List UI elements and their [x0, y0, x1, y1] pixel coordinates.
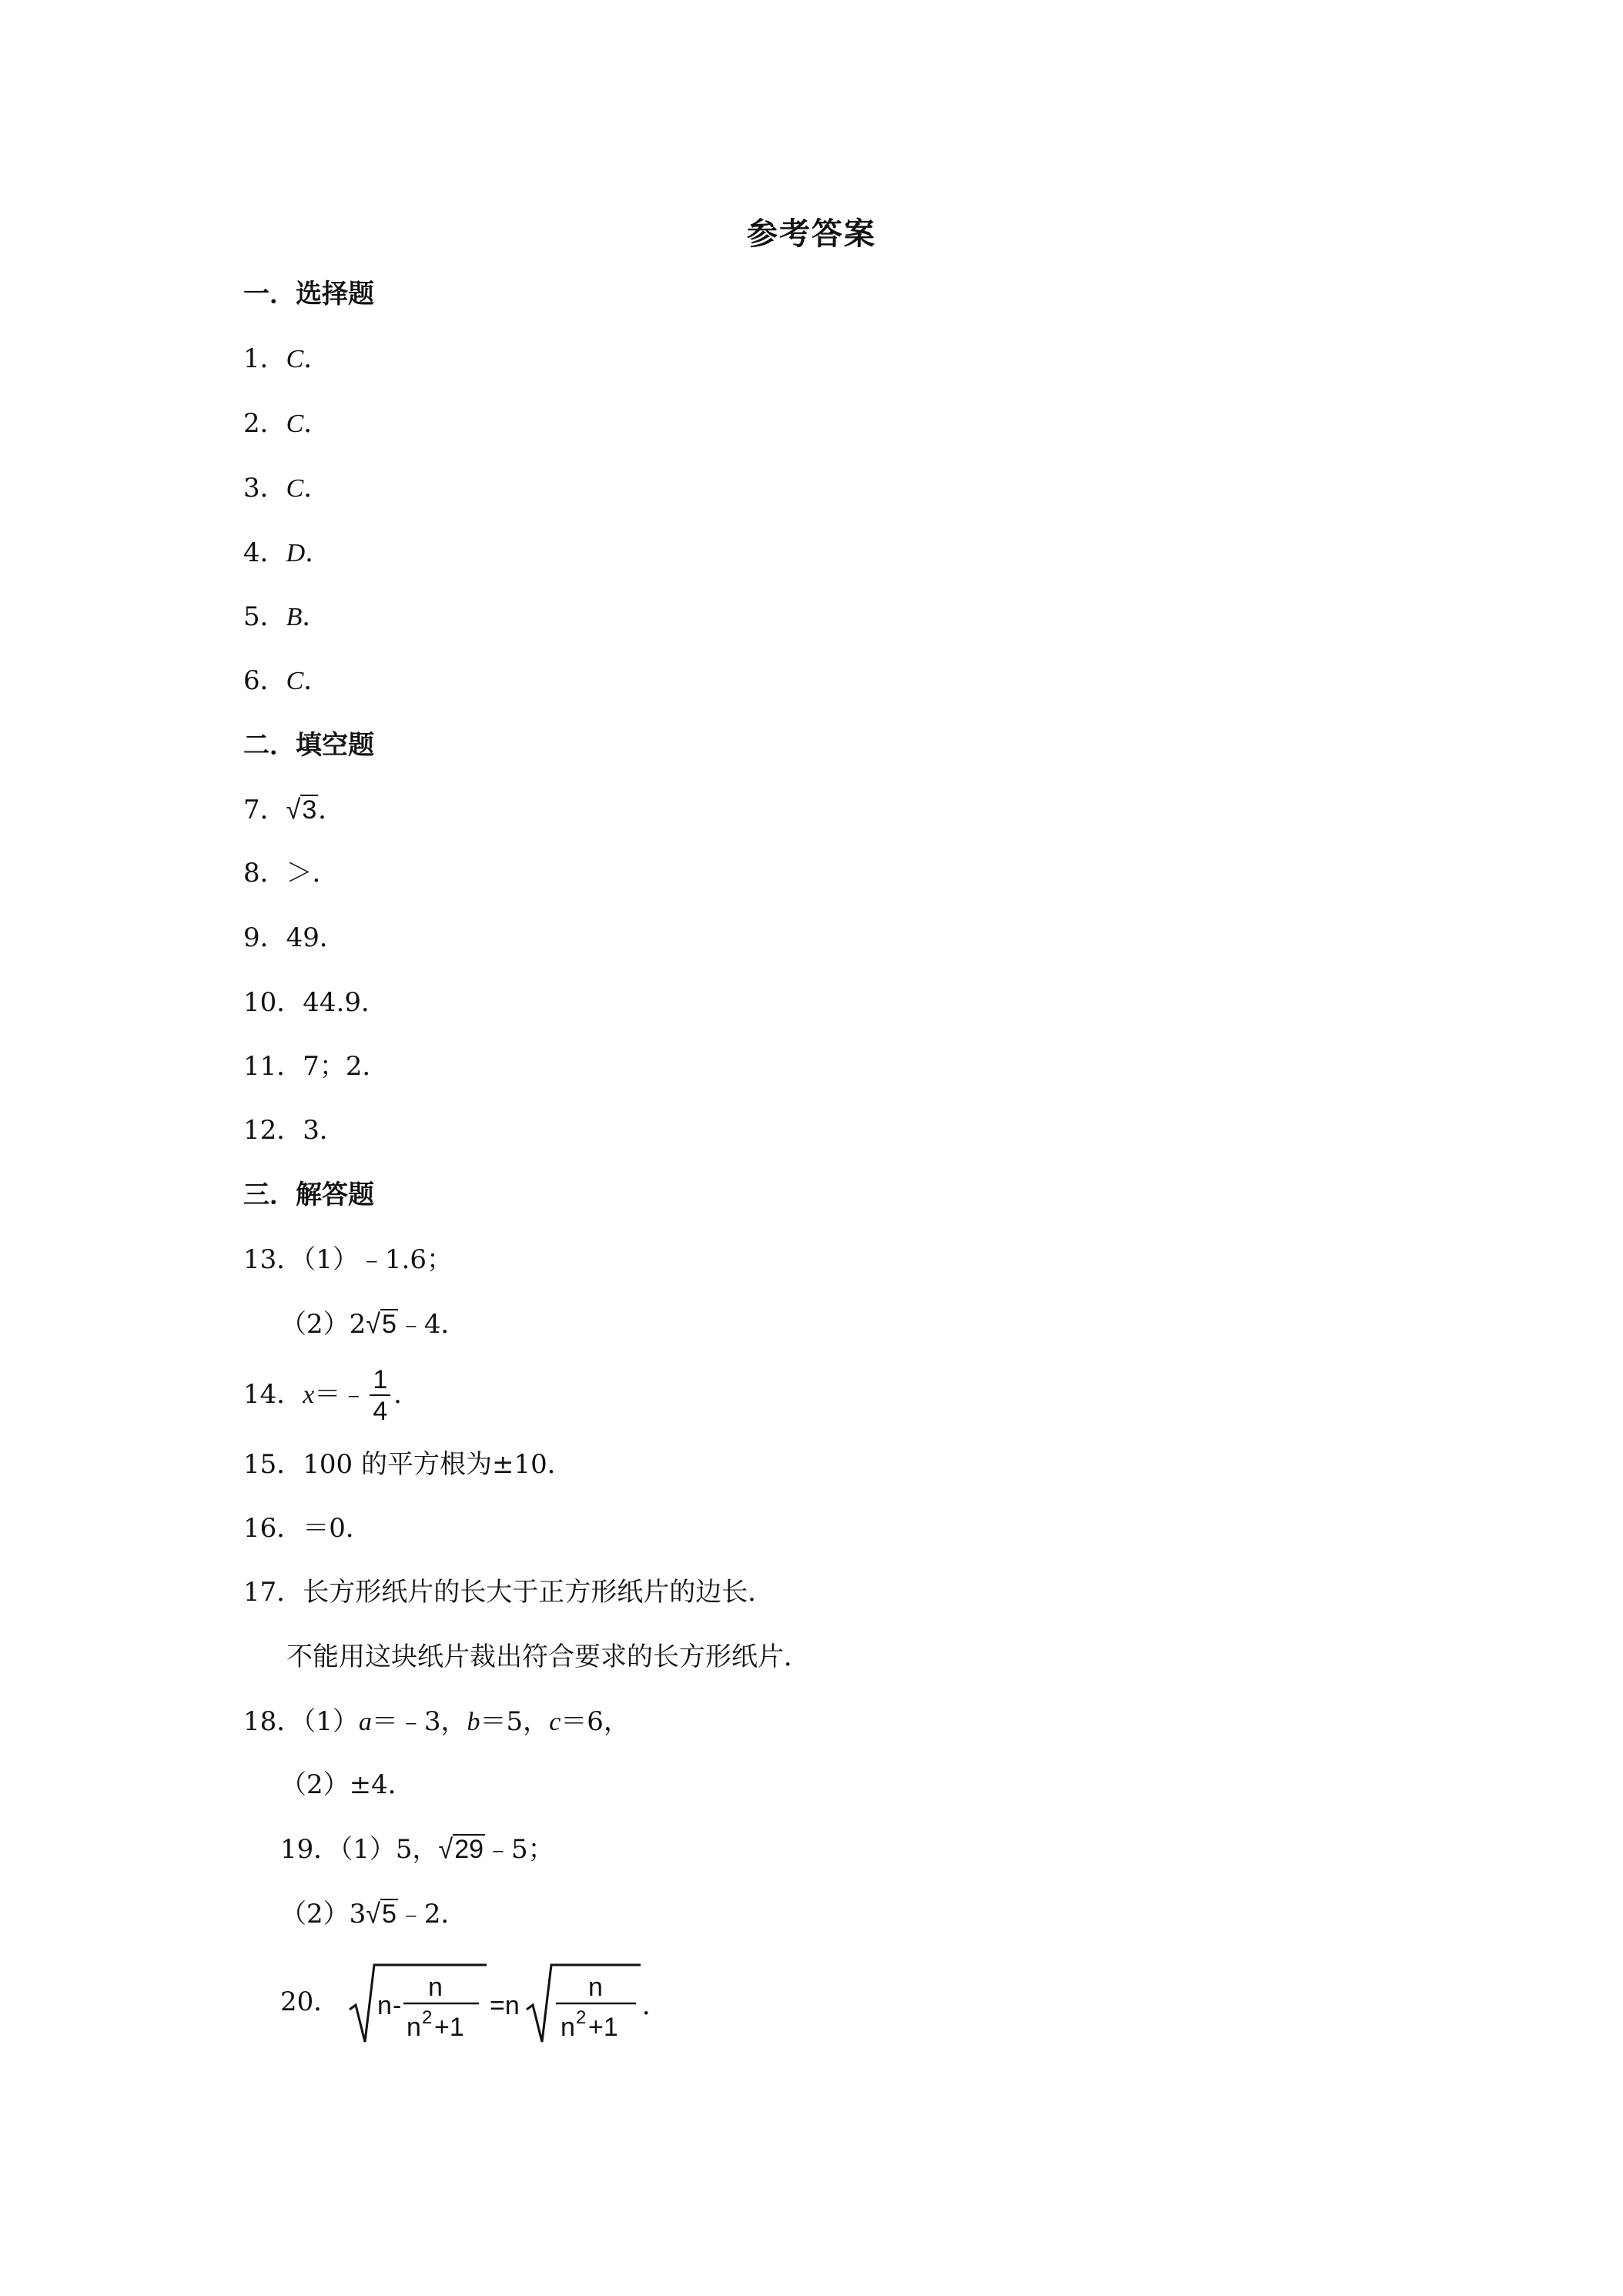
left-n: n: [377, 1991, 392, 2020]
choice-answer-4: 4．D．: [243, 537, 332, 568]
section-solve-heading: 三．解答题: [243, 1180, 374, 1210]
solve-answer-18-part1: 18．（1）a＝﹣3，b＝5，c＝6，: [243, 1706, 630, 1737]
choice-answer-6: 6．C．: [243, 665, 330, 696]
fraction-one-quarter: $\frac{1}{4}$: [370, 1365, 390, 1427]
solve-answer-13-part2: （2）2√5﹣4．: [280, 1309, 467, 1340]
left-frac-plus1: +1: [434, 2013, 464, 2042]
solve-answer-15: 15．100 的平方根为±10．: [243, 1449, 574, 1480]
right-frac-exp: 2: [576, 2007, 587, 2028]
fill-answer-7: 7．√3．: [243, 795, 345, 825]
solve-answer-17-part1: 17．长方形纸片的长大于正方形纸片的边长．: [243, 1577, 775, 1608]
solve-answer-19-part2: （2）3√5﹣2．: [280, 1899, 467, 1930]
sqrt-29: √29: [438, 1834, 484, 1865]
section-choice-heading: 一．选择题: [243, 279, 374, 310]
fill-answer-10: 10．44.9．: [243, 987, 387, 1018]
solve-answer-18-part2: （2）±4．: [280, 1769, 414, 1800]
fill-answer-9: 9．49．: [243, 922, 346, 953]
section-fill-heading: 二．填空题: [243, 730, 374, 761]
left-frac-den-n: n: [407, 2013, 421, 2042]
left-frac-exp: 2: [422, 2007, 433, 2028]
fill-answer-12: 12．3．: [243, 1115, 346, 1146]
left-minus: -: [393, 1991, 402, 2020]
choice-answer-1: 1．C．: [243, 343, 330, 374]
sqrt-5: √5: [366, 1899, 397, 1930]
solve-answer-19-part1: 19．（1）5，√29﹣5；: [280, 1834, 554, 1865]
page-title: 参考答案: [747, 216, 876, 252]
choice-answer-5: 5．B．: [243, 601, 329, 632]
right-frac-plus1: +1: [588, 2013, 618, 2042]
sqrt-5: √5: [366, 1309, 397, 1340]
solve-answer-17-part2: 不能用这块纸片裁出符合要求的长方形纸片．: [286, 1642, 810, 1672]
fill-answer-11: 11．7；2．: [243, 1051, 389, 1082]
left-frac-num: n: [428, 1973, 443, 2002]
formula-end: ．: [642, 1991, 669, 2020]
solve-answer-13-part1: 13．（1）﹣1.6；: [243, 1244, 453, 1275]
right-frac-num: n: [588, 1973, 603, 2002]
solve-answer-16: 16．＝0．: [243, 1513, 372, 1544]
sqrt-3: √3: [286, 795, 317, 825]
equals-n: =n: [490, 1991, 520, 2020]
choice-answer-2: 2．C．: [243, 408, 330, 439]
solve-answer-20: 20． n - n n 2 +1 =n n n 2 +1 ．: [280, 1956, 656, 2048]
nested-radical-formula: [348, 1956, 669, 2048]
fill-answer-8: 8．＞．: [243, 858, 339, 889]
choice-answer-3: 3．C．: [243, 473, 330, 504]
solve-answer-14: 14．x＝﹣ $\frac{1}{4}$ ．: [243, 1365, 420, 1426]
right-frac-den-n: n: [561, 2013, 575, 2042]
